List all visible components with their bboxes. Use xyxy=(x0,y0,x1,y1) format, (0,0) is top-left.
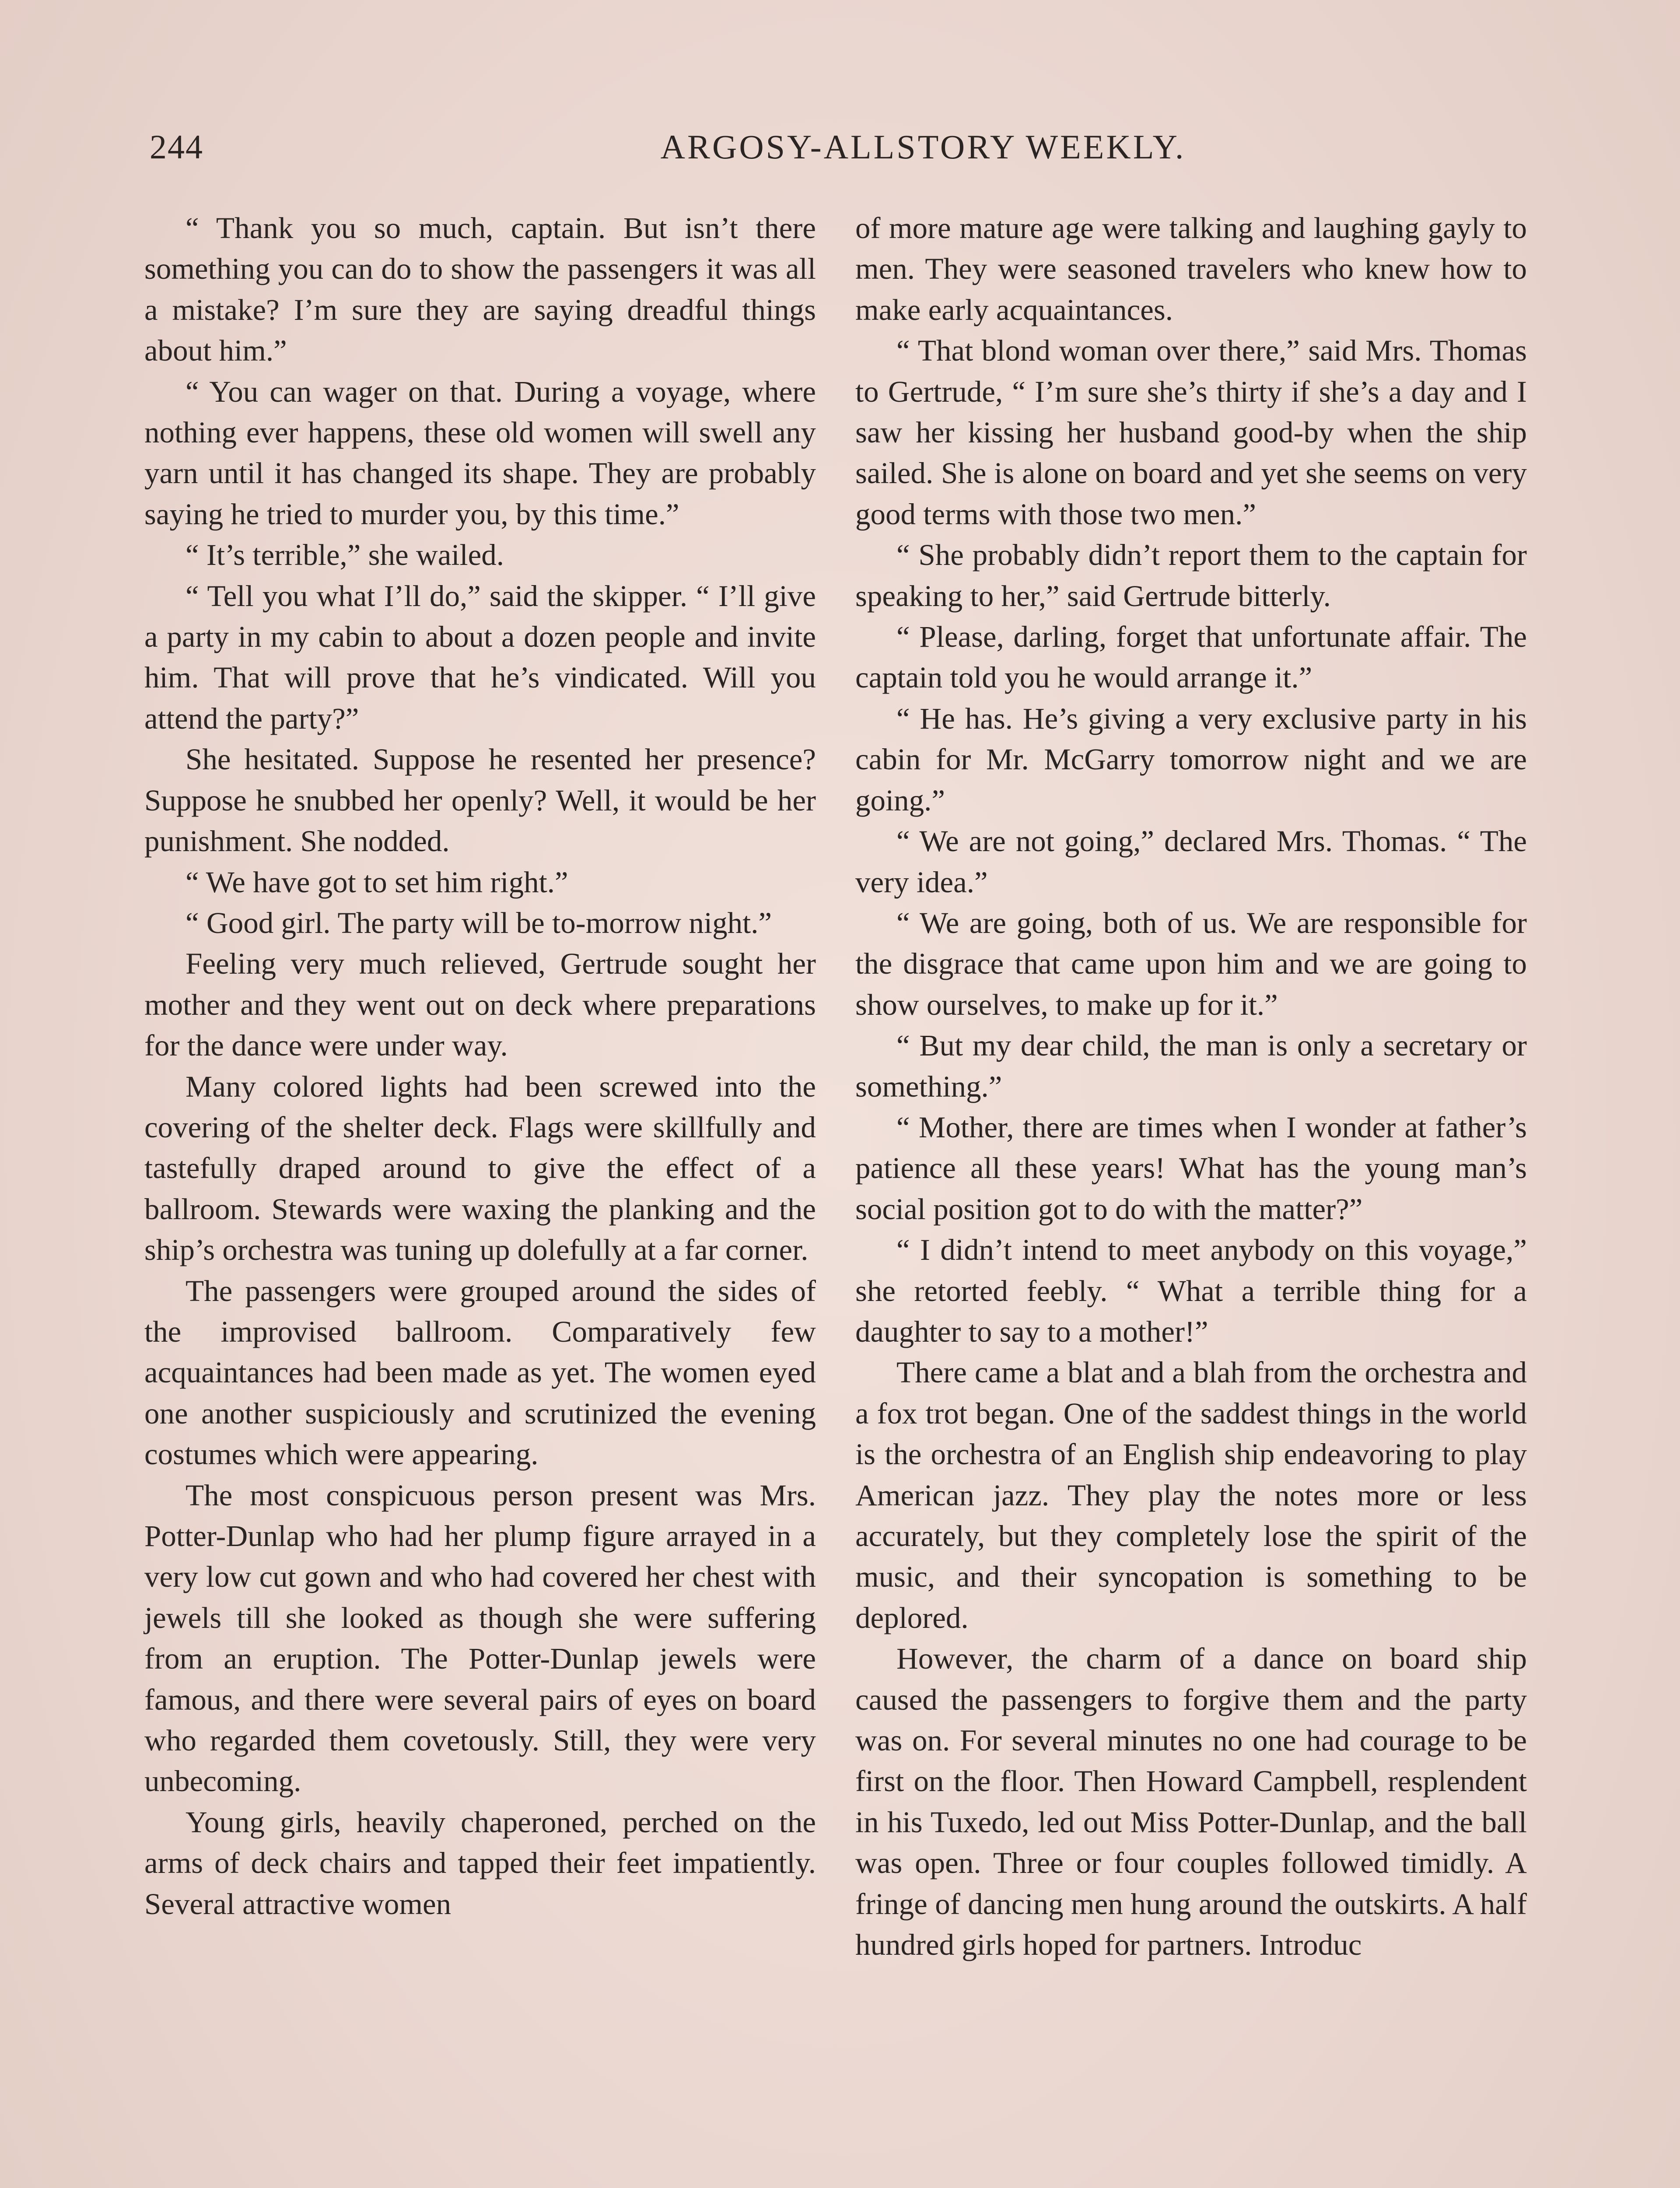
magazine-page xyxy=(144,125,1536,2188)
paragraph: Young girls, heavily chaperoned, perched on the arms of deck chairs and tapped their feet impatiently. Several attractive women xyxy=(144,1805,816,1921)
paragraph: “ But my dear child, the man is only a secretary or something.” xyxy=(855,1029,1527,1103)
paragraph: There came a blat and a blah from the orchestra and a fox trot began. One of the saddest things in the world is the orchestra of an English ship endeavoring to play American jazz. They play the notes more or less accurately, but they completely lose the spirit of the music, and their syncopation is something to be deplored. xyxy=(855,1356,1527,1634)
paragraph: However, the charm of a dance on board ship caused the passengers to forgive them and the party was on. For several minutes no one had courage to be first on the floor. Then Howard Campbell, resplendent in his Tuxedo, led out Miss Potter-Dunlap, and the ball was open. Three or four couples followed timidly. A fringe of dancing men hung around the outskirts. A half hundred girls hoped for partners. Introduc xyxy=(855,1642,1527,1962)
paragraph: Many colored lights had been screwed into the covering of the shelter deck. Flags were skillfully and tastefully draped around to give the effect of a ballroom. Stewards were waxing the planking and the ship’s orchestra was tuning up dolefully at a far corner. xyxy=(144,1069,816,1267)
paragraph: “ We have got to set him right.” xyxy=(186,865,568,899)
paragraph: “ I didn’t intend to meet anybody on this voyage,” she retorted feebly. “ What a terrible thing for a daughter to say to a mother!” xyxy=(855,1233,1527,1348)
paragraph: “ She probably didn’t report them to the captain for speaking to her,” said Gertrude bitterly. xyxy=(855,538,1527,613)
paragraph: The passengers were grouped around the sides of the improvised ballroom. Comparatively few acquaintances had been made as yet. The women eyed one another suspiciously and scrutinized the evening costumes which were appearing. xyxy=(144,1274,816,1471)
paragraph: “ You can wager on that. During a voyage, where nothing ever happens, these old women will swell any yarn until it has changed its shape. They are probably saying he tried to murder you, by this time.” xyxy=(144,375,816,531)
paragraph-continuation: of more mature age were talking and laughing gayly to men. They were seasoned travelers who knew how to make early acquaintances. xyxy=(855,211,1527,326)
paragraph: “ He has. He’s giving a very exclusive party in his cabin for Mr. McGarry tomorrow night and we are going.” xyxy=(855,701,1527,817)
paragraph: “ That blond woman over there,” said Mrs. Thomas to Gertrude, “ I’m sure she’s thirty if she’s a day and I saw her kissing her husband good-by when the ship sailed. She is alone on board and yet she seems on very good terms with those two men.” xyxy=(855,334,1527,531)
page-header xyxy=(144,125,1536,177)
paragraph: “ Thank you so much, captain. But isn’t there something you can do to show the passengers it was all a mistake? I’m sure they are saying dreadful things about him.” xyxy=(144,211,816,368)
paragraph: The most conspicuous person present was Mrs. Potter-Dunlap who had her plump figure arrayed in a very low cut gown and who had covered her chest with jewels till she looked as though she were suffering from an eruption. The Potter-Dunlap jewels were famous, and there were several pairs of eyes on board who regarded them covetously. Still, they were very unbecoming. xyxy=(144,1478,816,1798)
paragraph: She hesitated. Suppose he resented her presence? Suppose he snubbed her openly? Well, it would be her punishment. She nodded. xyxy=(144,743,816,858)
left-column xyxy=(144,208,816,1925)
right-column xyxy=(855,208,1527,1965)
paragraph: “ We are not going,” declared Mrs. Thomas. “ The very idea.” xyxy=(855,824,1527,899)
running-title: ARGOSY-ALLSTORY WEEKLY. xyxy=(660,128,1186,166)
paragraph: “ It’s terrible,” she wailed. xyxy=(186,538,504,572)
paragraph: “ Mother, there are times when I wonder at father’s patience all these years! What has the young man’s social position got to do with the matter?” xyxy=(855,1110,1527,1226)
paragraph: “ Tell you what I’ll do,” said the skipper. “ I’ll give a party in my cabin to about a dozen people and invite him. That will prove that he’s vindicated. Will you attend the party?” xyxy=(144,579,816,735)
page-number: 244 xyxy=(150,128,203,166)
paragraph: “ Please, darling, forget that unfortunate affair. The captain told you he would arrange it.” xyxy=(855,620,1527,694)
paragraph: “ Good girl. The party will be to-morrow night.” xyxy=(186,906,772,940)
paragraph: Feeling very much relieved, Gertrude sought her mother and they went out on deck where preparations for the dance were under way. xyxy=(144,947,816,1062)
paragraph: “ We are going, both of us. We are responsible for the disgrace that came upon him and we are going to show ourselves, to make up for it.” xyxy=(855,906,1527,1021)
